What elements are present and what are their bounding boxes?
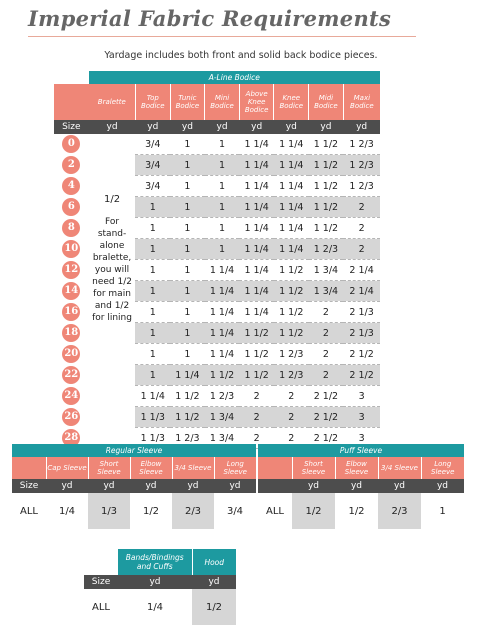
value-cell: 1 1/2	[309, 155, 344, 176]
unit-label: yd	[130, 479, 172, 493]
value-cell: 3/4	[135, 155, 170, 176]
column-header: Knee Bodice	[274, 84, 309, 120]
puff-sleeve-header: Puff Sleeve	[258, 444, 464, 457]
value-cell: 1 1/2	[239, 344, 274, 365]
value-cell: 1 1/4	[239, 260, 274, 281]
size-badge: 0	[62, 135, 80, 153]
value-cell: 2	[343, 218, 380, 239]
value-cell: 1	[135, 365, 170, 386]
value-cell: 2	[274, 407, 309, 428]
value-cell: 3	[343, 386, 380, 407]
value-cell: 1	[135, 323, 170, 344]
value-cell: 1 1/4	[205, 302, 240, 323]
size-cell	[54, 407, 89, 428]
size-cell	[54, 197, 89, 218]
column-header: Mini Bodice	[205, 84, 240, 120]
value-cell: 3/4	[135, 134, 170, 155]
column-header: 3/4 Sleeve	[378, 457, 421, 479]
value-cell: 1 1/2	[205, 365, 240, 386]
unit-label: yd	[378, 479, 421, 493]
regular-sleeve-header: Regular Sleeve	[12, 444, 256, 457]
value-cell: 1	[170, 197, 205, 218]
value-cell: 1 1/4	[274, 176, 309, 197]
size-cell	[54, 323, 89, 344]
value-cell: 1 1/2	[170, 386, 205, 407]
value-cell: 1 1/4	[135, 386, 170, 407]
value-cell: 2	[343, 197, 380, 218]
value-cell: 1/2	[335, 493, 378, 529]
size-cell-empty	[258, 479, 292, 493]
size-badge: 24	[62, 387, 80, 405]
table-row	[54, 134, 380, 155]
size-label: Size	[12, 479, 46, 493]
size-badge: 12	[62, 261, 80, 279]
bralette-note: For stand-alone bralette, you will need 1/2 for main and 1/2 for lining	[92, 217, 132, 323]
column-header: Bands/Bindings and Cuffs	[118, 549, 192, 575]
value-cell: 1/2	[192, 589, 236, 625]
value-cell: 1	[135, 218, 170, 239]
unit-label: yd	[88, 479, 130, 493]
value-cell: 1 1/2	[239, 323, 274, 344]
value-cell: 1 2/3	[274, 365, 309, 386]
value-cell: 1	[205, 239, 240, 260]
size-badge: 26	[62, 408, 80, 426]
corner-cell	[258, 457, 292, 479]
column-header: Long Sleeve	[421, 457, 464, 479]
value-cell: 1 1/2	[274, 302, 309, 323]
column-header: Elbow Sleeve	[335, 457, 378, 479]
column-header: Midi Bodice	[309, 84, 344, 120]
unit-label: yd	[205, 120, 240, 134]
value-cell: 1 1/4	[274, 197, 309, 218]
unit-label: yd	[118, 575, 192, 589]
size-badge: 14	[62, 282, 80, 300]
value-cell: 1 1/4	[239, 176, 274, 197]
corner-cell	[54, 84, 89, 120]
unit-label: yd	[135, 120, 170, 134]
value-cell: 1 2/3	[343, 176, 380, 197]
value-cell: 1 3/4	[205, 428, 240, 449]
value-cell: 1 1/2	[239, 365, 274, 386]
value-cell: 1 1/4	[239, 197, 274, 218]
a-line-bodice-table	[54, 71, 380, 449]
value-cell: 2	[239, 428, 274, 449]
column-header: Long Sleeve	[214, 457, 256, 479]
value-cell: 1	[170, 155, 205, 176]
bands-hood-table	[84, 549, 236, 625]
value-cell: 1 2/3	[205, 386, 240, 407]
size-cell	[54, 155, 89, 176]
value-cell: 1	[135, 344, 170, 365]
value-cell: 2 1/4	[343, 281, 380, 302]
value-cell: 2	[274, 386, 309, 407]
size-badge: 18	[62, 324, 80, 342]
value-cell: 1 1/4	[239, 281, 274, 302]
size-badge: 22	[62, 366, 80, 384]
value-cell: 2	[239, 386, 274, 407]
value-cell: 1	[170, 239, 205, 260]
unit-label: yd	[335, 479, 378, 493]
value-cell: 1 1/4	[205, 323, 240, 344]
column-header: Elbow Sleeve	[130, 457, 172, 479]
value-cell: 1 1/4	[239, 302, 274, 323]
value-cell: 2	[309, 302, 344, 323]
value-cell: 2 1/2	[343, 365, 380, 386]
corner-cell	[84, 549, 118, 575]
unit-label: yd	[46, 479, 88, 493]
unit-label: yd	[170, 120, 205, 134]
column-header: Above Knee Bodice	[239, 84, 274, 120]
value-cell: 1 1/2	[274, 281, 309, 302]
value-cell: 1	[205, 134, 240, 155]
column-header: 3/4 Sleeve	[172, 457, 214, 479]
puff-sleeve-table	[258, 444, 464, 529]
row-label: ALL	[12, 493, 46, 529]
value-cell: 1	[205, 197, 240, 218]
value-cell: 1 1/4	[274, 134, 309, 155]
value-cell: 3	[343, 407, 380, 428]
value-cell: 2 1/2	[343, 344, 380, 365]
column-header: Short Sleeve	[292, 457, 335, 479]
unit-label: yd	[309, 120, 344, 134]
value-cell: 1 3/4	[309, 260, 344, 281]
size-badge: 6	[62, 198, 80, 216]
value-cell: 2 1/3	[343, 302, 380, 323]
value-cell: 1	[170, 281, 205, 302]
value-cell: 1 1/2	[309, 197, 344, 218]
value-cell: 1 3/4	[309, 281, 344, 302]
title-divider	[28, 36, 416, 37]
size-cell	[54, 134, 89, 155]
bralette-value: 1/2	[104, 194, 121, 205]
unit-label: yd	[274, 120, 309, 134]
value-cell: 1	[135, 239, 170, 260]
size-badge: 4	[62, 177, 80, 195]
size-cell	[54, 218, 89, 239]
column-header: Bralette	[89, 84, 136, 120]
value-cell: 1	[135, 281, 170, 302]
value-cell: 1 3/4	[205, 407, 240, 428]
unit-label: yd	[421, 479, 464, 493]
corner-cell	[12, 457, 46, 479]
regular-sleeve-table	[12, 444, 256, 529]
value-cell: 2	[309, 323, 344, 344]
subtitle: Yardage includes both front and solid back bodice pieces.	[104, 50, 378, 61]
size-badge: 10	[62, 240, 80, 258]
size-cell	[54, 260, 89, 281]
value-cell: 1 1/4	[205, 344, 240, 365]
unit-label: yd	[89, 120, 136, 134]
size-badge: 16	[62, 303, 80, 321]
size-cell	[54, 344, 89, 365]
value-cell: 1 1/4	[239, 155, 274, 176]
value-cell: 2 1/4	[343, 260, 380, 281]
value-cell: 1	[135, 302, 170, 323]
column-header: Tunic Bodice	[170, 84, 205, 120]
value-cell: 2/3	[378, 493, 421, 529]
value-cell: 3/4	[214, 493, 256, 529]
value-cell: 1	[170, 344, 205, 365]
size-cell	[54, 281, 89, 302]
value-cell: 1 1/4	[170, 365, 205, 386]
value-cell: 1 2/3	[343, 155, 380, 176]
value-cell: 1 1/2	[309, 134, 344, 155]
size-cell	[54, 302, 89, 323]
unit-label: yd	[343, 120, 380, 134]
value-cell: 1	[170, 260, 205, 281]
row-label: ALL	[258, 493, 292, 529]
value-cell: 1/4	[46, 493, 88, 529]
value-cell: 1	[205, 155, 240, 176]
size-badge: 20	[62, 345, 80, 363]
value-cell: 1 1/2	[274, 323, 309, 344]
value-cell: 1 1/4	[274, 239, 309, 260]
value-cell: 1	[135, 197, 170, 218]
value-cell: 1 1/3	[135, 407, 170, 428]
value-cell: 1/2	[130, 493, 172, 529]
column-header: Maxi Bodice	[343, 84, 380, 120]
value-cell: 2 1/3	[343, 323, 380, 344]
unit-label: yd	[192, 575, 236, 589]
unit-label: yd	[292, 479, 335, 493]
value-cell: 2/3	[172, 493, 214, 529]
value-cell: 1 1/2	[274, 260, 309, 281]
value-cell: 2	[274, 428, 309, 449]
value-cell: 2	[309, 344, 344, 365]
page-title: Imperial Fabric Requirements	[28, 6, 392, 31]
size-cell	[54, 239, 89, 260]
value-cell: 1 1/4	[274, 155, 309, 176]
size-cell	[54, 365, 89, 386]
row-label: ALL	[84, 589, 118, 625]
size-label: Size	[84, 575, 118, 589]
size-cell	[54, 176, 89, 197]
value-cell: 1	[170, 302, 205, 323]
value-cell: 1	[170, 176, 205, 197]
value-cell: 1	[205, 176, 240, 197]
value-cell: 1	[170, 323, 205, 344]
size-badge: 8	[62, 219, 80, 237]
column-header: Short Sleeve	[88, 457, 130, 479]
column-header: Top Bodice	[135, 84, 170, 120]
value-cell: 1 2/3	[274, 344, 309, 365]
value-cell: 1 2/3	[170, 428, 205, 449]
value-cell: 1 1/4	[239, 218, 274, 239]
value-cell: 1	[135, 260, 170, 281]
value-cell: 1/2	[292, 493, 335, 529]
value-cell: 1	[205, 218, 240, 239]
size-badge: 2	[62, 156, 80, 174]
value-cell: 2	[309, 365, 344, 386]
value-cell: 1	[170, 134, 205, 155]
unit-label: yd	[172, 479, 214, 493]
value-cell: 3/4	[135, 176, 170, 197]
value-cell: 1 2/3	[343, 134, 380, 155]
value-cell: 1 2/3	[309, 239, 344, 260]
column-header: Cap Sleeve	[46, 457, 88, 479]
value-cell: 1	[421, 493, 464, 529]
size-cell	[54, 386, 89, 407]
value-cell: 1/3	[88, 493, 130, 529]
value-cell: 2	[343, 239, 380, 260]
value-cell: 1 1/4	[205, 281, 240, 302]
unit-label: yd	[214, 479, 256, 493]
value-cell: 1 1/3	[135, 428, 170, 449]
value-cell: 1	[170, 218, 205, 239]
size-label: Size	[54, 120, 89, 134]
value-cell: 2 1/2	[309, 407, 344, 428]
value-cell: 1 1/4	[274, 218, 309, 239]
value-cell: 1 1/2	[309, 218, 344, 239]
value-cell: 1 1/4	[239, 239, 274, 260]
value-cell: 2 1/2	[309, 428, 344, 449]
value-cell: 1/4	[118, 589, 192, 625]
a-line-header: A-Line Bodice	[89, 71, 380, 84]
value-cell: 1 1/2	[309, 176, 344, 197]
bralette-cell	[89, 134, 136, 449]
value-cell: 3	[343, 428, 380, 449]
size-badge: 28	[62, 429, 80, 447]
unit-label: yd	[239, 120, 274, 134]
column-header: Hood	[192, 549, 236, 575]
value-cell: 2 1/2	[309, 386, 344, 407]
value-cell: 1 1/4	[205, 260, 240, 281]
value-cell: 2	[239, 407, 274, 428]
value-cell: 1 1/4	[239, 134, 274, 155]
value-cell: 1 1/2	[170, 407, 205, 428]
